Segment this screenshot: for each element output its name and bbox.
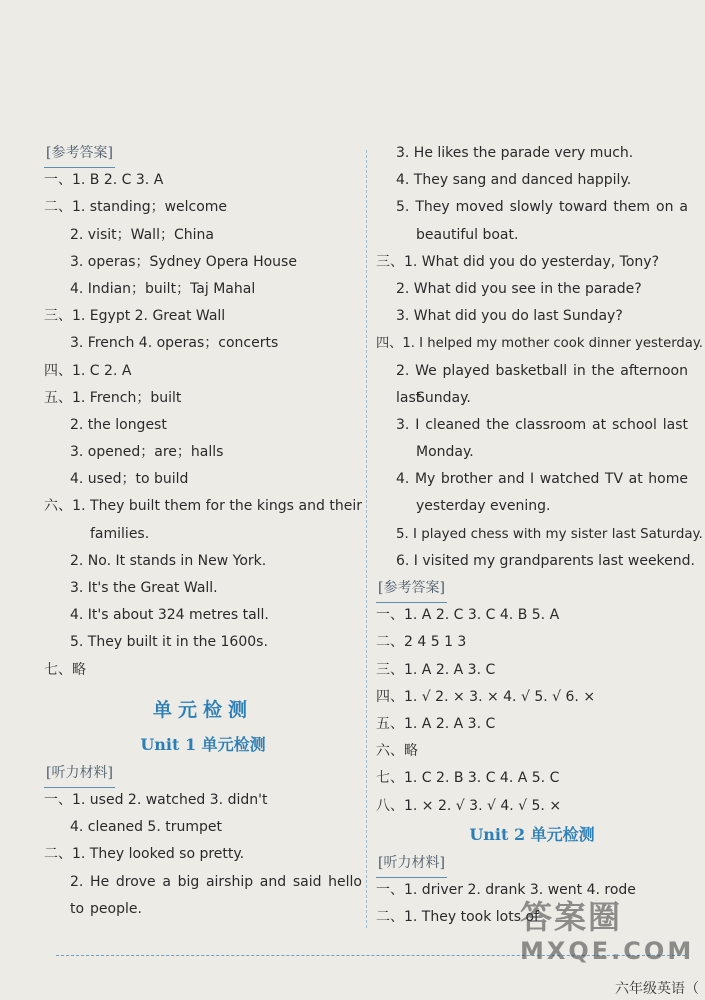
answer-line: 2. the longest xyxy=(70,416,167,433)
answer-line: 三、1. Egypt 2. Great Wall xyxy=(44,308,226,325)
answer-line: 八、1. × 2. √ 3. √ 4. √ 5. × xyxy=(376,797,562,814)
answer-line: 一、1. driver 2. drank 3. went 4. rode xyxy=(376,881,636,898)
answer-key-tag: [参考答案] xyxy=(44,140,362,167)
answer-line: families. xyxy=(90,525,150,542)
answer-line: 一、1. used 2. watched 3. didn't xyxy=(44,791,268,808)
section-title: 单元检测 xyxy=(152,698,253,721)
answer-line: 五、1. French；built xyxy=(44,389,182,406)
answer-line: 4. used；to build xyxy=(70,471,189,488)
answer-line: 一、1. A 2. C 3. C 4. B 5. A xyxy=(376,607,560,624)
answer-line: 2. We played basketball in the afternoon last xyxy=(396,362,688,406)
answer-line: 3. I cleaned the classroom at school last xyxy=(396,416,688,433)
answer-line: 6. I visited my grandparents last weekend. xyxy=(396,552,695,569)
answer-line: yesterday evening. xyxy=(416,498,551,515)
answer-line: 3. French 4. operas；concerts xyxy=(70,335,279,352)
answer-line: 5. They moved slowly toward them on a xyxy=(396,199,688,216)
answer-line: 2. What did you see in the parade? xyxy=(396,280,642,297)
listening-material-tag: [听力材料] xyxy=(44,760,362,787)
answer-line: 六、略 xyxy=(376,743,418,760)
answer-line: beautiful boat. xyxy=(416,226,519,243)
listening-material-tag: [听力材料] xyxy=(376,850,688,877)
answer-line: 2. No. It stands in New York. xyxy=(70,552,267,569)
answer-line: 4. Indian；built；Taj Mahal xyxy=(70,280,256,297)
answer-line: 二、1. They looked so pretty. xyxy=(44,846,245,863)
watermark-logo: 答案圈 MXQE.COM xyxy=(520,898,695,965)
answer-line: 4. cleaned 5. trumpet xyxy=(70,819,222,836)
answer-line: 2. He drove a big airship and said hello to xyxy=(70,873,362,917)
answer-line: 四、1. C 2. A xyxy=(44,362,132,379)
answer-line: 七、1. C 2. B 3. C 4. A 5. C xyxy=(376,770,560,787)
answer-line: Sunday. xyxy=(416,389,471,406)
answer-line: 四、1. √ 2. × 3. × 4. √ 5. √ 6. × xyxy=(376,688,596,705)
answer-line: 3. operas；Sydney Opera House xyxy=(70,253,297,270)
answer-line: 二、2 4 5 1 3 xyxy=(376,634,467,651)
answer-line: 5. I played chess with my sister last Saturday. xyxy=(396,526,703,542)
right-column xyxy=(376,140,703,931)
answer-line: 4. My brother and I watched TV at home xyxy=(396,471,688,488)
footer-text: 六年级英语（ xyxy=(615,981,699,997)
answer-line: 4. It's about 324 metres tall. xyxy=(70,607,269,624)
unit-title: Unit 1 单元检测 xyxy=(140,734,266,754)
answer-line: Monday. xyxy=(416,444,474,461)
column-divider xyxy=(366,150,367,928)
answer-line: 七、略 xyxy=(44,661,86,678)
answer-line: 2. visit；Wall；China xyxy=(70,226,214,243)
answer-line: 3. opened；are；halls xyxy=(70,444,224,461)
answer-line: 二、1. standing；welcome xyxy=(44,199,228,216)
unit-title: Unit 2 单元检测 xyxy=(469,824,595,844)
answer-line: 三、1. A 2. A 3. C xyxy=(376,661,496,678)
answer-line: 4. They sang and danced happily. xyxy=(396,172,632,189)
answer-line: 三、1. What did you do yesterday, Tony? xyxy=(376,253,660,270)
answer-line: people. xyxy=(90,900,142,917)
answer-line: 3. He likes the parade very much. xyxy=(396,145,634,161)
answer-line: 3. It's the Great Wall. xyxy=(70,580,218,596)
answer-key-tag: [参考答案] xyxy=(376,575,688,602)
answer-line: 5. They built it in the 1600s. xyxy=(70,634,268,651)
answer-line: 3. What did you do last Sunday? xyxy=(396,308,623,325)
answer-line: 四、1. I helped my mother cook dinner yesterday. xyxy=(376,336,703,352)
answer-line: 二、1. They took lots of xyxy=(376,909,539,926)
answer-line: 五、1. A 2. A 3. C xyxy=(376,715,496,732)
answer-line: 一、1. B 2. C 3. A xyxy=(44,172,164,189)
answer-line: 六、1. They built them for the kings and their xyxy=(44,498,362,515)
left-column xyxy=(44,140,362,923)
